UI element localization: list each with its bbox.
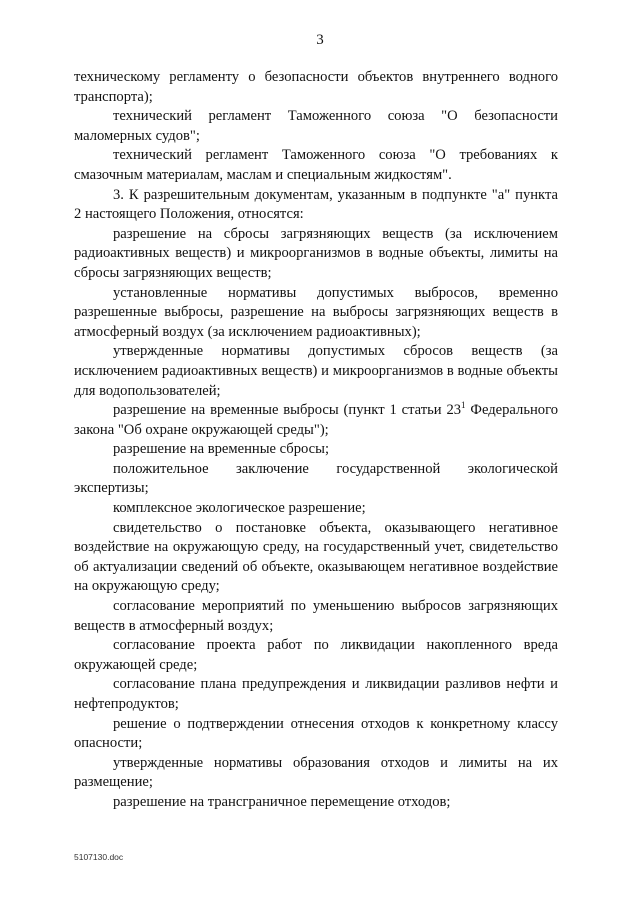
superscript-marker: 1	[461, 400, 466, 411]
paragraph: технический регламент Таможенного союза "О требованиях к смазочным материалам, маслам и специальным жидкостям".	[74, 147, 558, 183]
paragraph-with-footnote	[74, 401, 558, 440]
paragraph: разрешение на трансграничное перемещение отходов;	[113, 793, 451, 810]
paragraph: согласование плана предупреждения и ликвидации разливов нефти и нефтепродуктов;	[74, 676, 558, 712]
paragraph: утвержденные нормативы допустимых сбросов веществ (за исключением радиоактивных веществ) и микроорганизмов в водные объекты для водопользователей;	[74, 343, 558, 399]
document-body	[74, 68, 558, 813]
paragraph: разрешение на временные сбросы;	[113, 441, 330, 458]
paragraph-text: разрешение на временные выбросы (пункт 1 статьи 23	[113, 402, 462, 419]
paragraph: технический регламент Таможенного союза "О безопасности маломерных судов";	[74, 108, 558, 144]
paragraph-text-tail: Федерального закона "Об охране окружающей среды");	[74, 402, 558, 438]
page-number: 3	[316, 32, 324, 48]
paragraph: установленные нормативы допустимых выбросов, временно разрешенные выбросы, разрешение на выбросы загрязняющих веществ в атмосферный воздух (за исключением радиоактивных);	[74, 284, 558, 340]
paragraph: 3. К разрешительным документам, указанным в подпункте "а" пункта 2 настоящего Положения, относятся:	[74, 186, 558, 223]
paragraph: техническому регламенту о безопасности объектов внутреннего водного транспорта);	[74, 69, 558, 105]
paragraph: согласование мероприятий по уменьшению выбросов загрязняющих веществ в атмосферный воздух;	[74, 598, 558, 634]
file-name-footer: 5107130.doc	[74, 852, 124, 862]
paragraph: решение о подтверждении отнесения отходов к конкретному классу опасности;	[74, 715, 558, 752]
paragraph: согласование проекта работ по ликвидации накопленного вреда окружающей среде;	[74, 637, 558, 673]
paragraph: свидетельство о постановке объекта, оказывающего негативное воздействие на окружающую среду, на государственный учет, свидетельство об актуализации сведений об объекте, оказывающем негативное воздействие на окружающую среду;	[74, 519, 558, 595]
paragraph: разрешение на сбросы загрязняющих веществ (за исключением радиоактивных веществ) и микроорганизмов в водные объекты, лимиты на сбросы загрязняющих веществ;	[74, 225, 558, 281]
paragraph: утвержденные нормативы образования отходов и лимиты на их размещение;	[74, 754, 558, 791]
paragraph: положительное заключение государственной экологической экспертизы;	[74, 460, 558, 497]
paragraph: комплексное экологическое разрешение;	[113, 500, 366, 517]
